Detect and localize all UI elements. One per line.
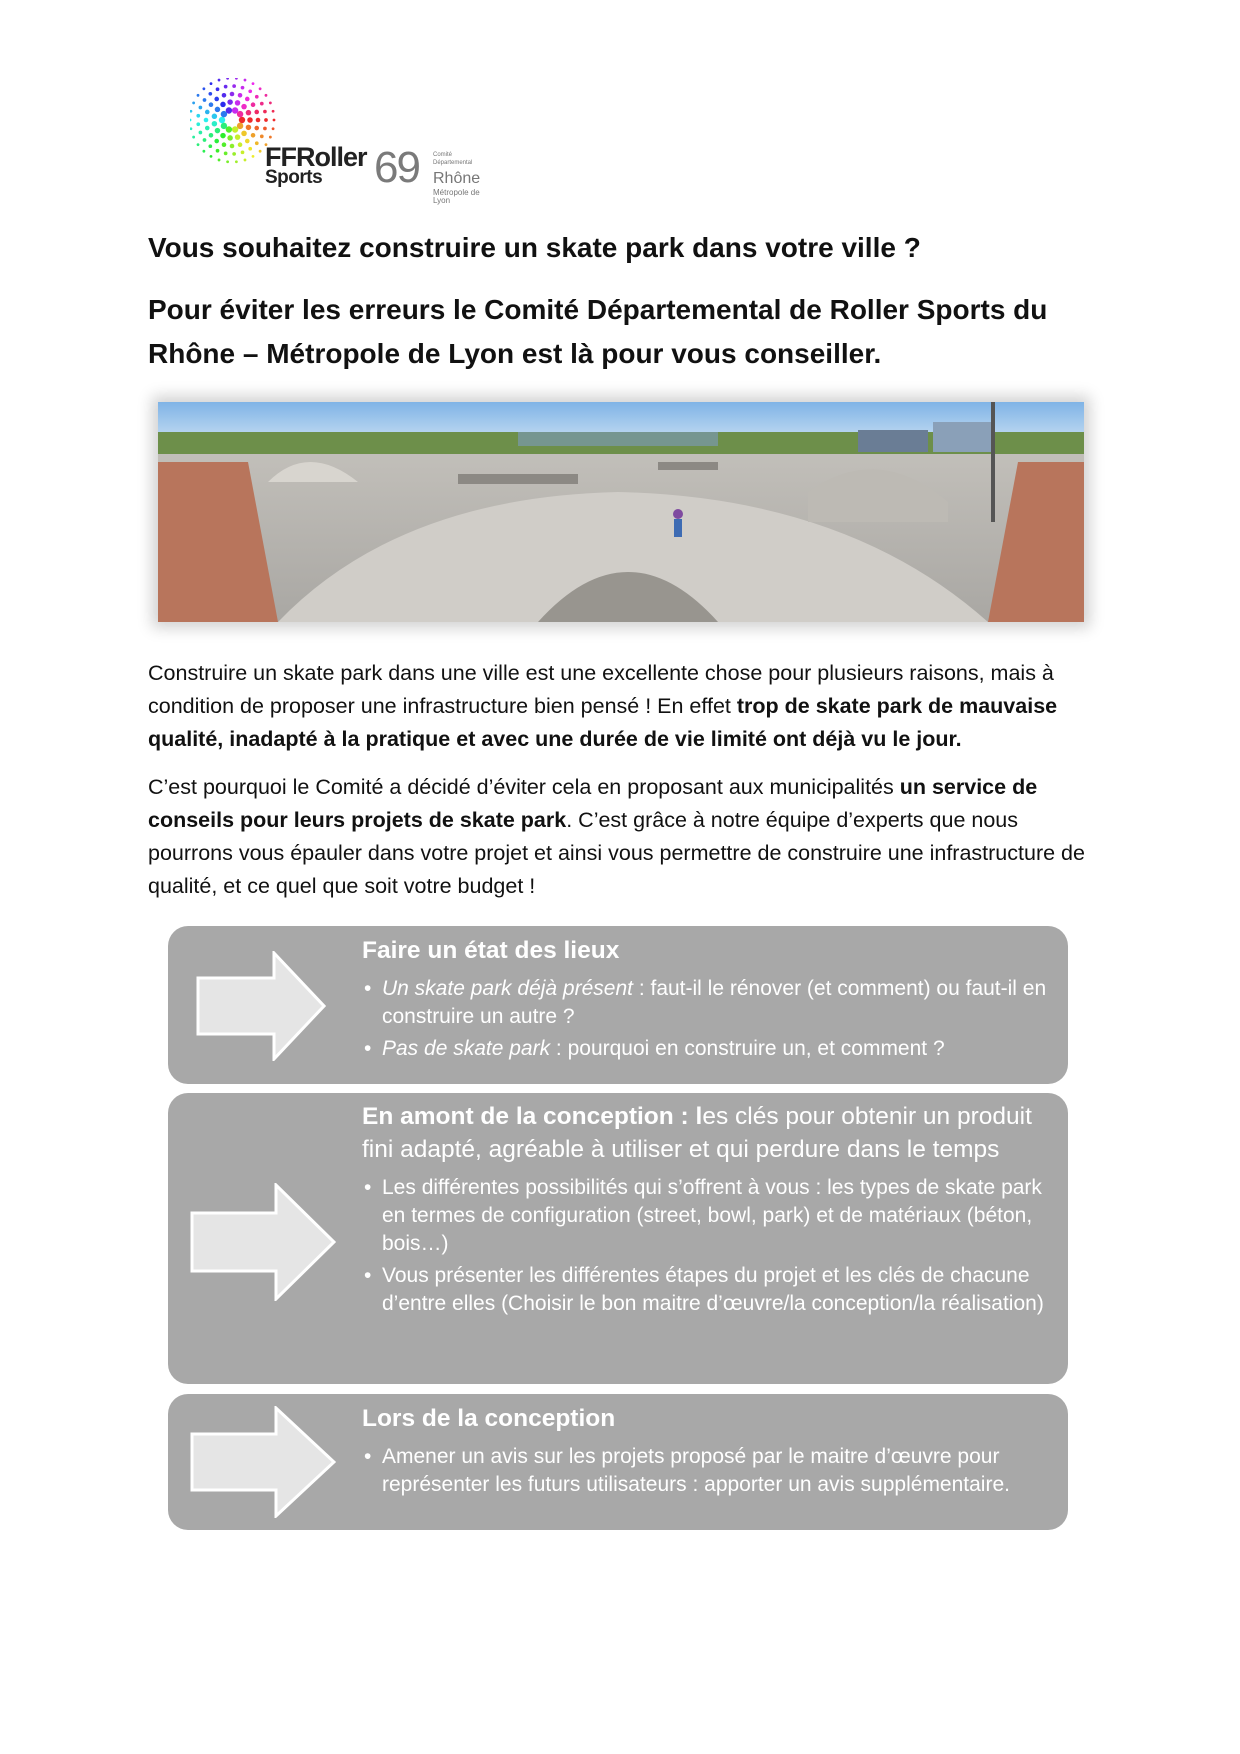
burst-dot	[192, 102, 195, 105]
burst-dot	[230, 92, 235, 97]
burst-dot	[215, 107, 221, 113]
burst-dot	[199, 106, 203, 110]
burst-dot	[232, 152, 236, 156]
burst-dot	[190, 127, 192, 130]
list-item: • Les différentes possibilités qui s’offrent à vous : les types de skate park en termes de configuration (street, bowl, park) et de matériaux (béton, bois…)	[362, 1174, 1058, 1258]
page-title: Vous souhaitez construire un skate park dans votre ville ?	[148, 232, 921, 263]
burst-dot	[202, 150, 205, 153]
burst-dot	[248, 89, 252, 93]
step-title: Lors de la conception	[362, 1405, 616, 1432]
burst-dot	[212, 121, 218, 127]
burst-dot	[205, 126, 210, 131]
burst-dot	[273, 119, 276, 122]
page-subtitle: Pour éviter les erreurs le Comité Départemental de Roller Sports du Rhône – Métropole de Lyon est là pour vous conseiller.	[148, 294, 1048, 369]
burst-dot	[222, 93, 227, 98]
step-box-etat-des-lieux	[168, 926, 1068, 1084]
burst-dot	[259, 150, 262, 153]
burst-dot	[238, 93, 243, 98]
service-paragraph	[148, 771, 1108, 903]
burst-dot	[241, 150, 245, 154]
burst-dot	[190, 110, 192, 113]
logo-number: 69	[374, 143, 419, 192]
burst-dot	[222, 142, 227, 147]
burst-dot	[205, 110, 210, 115]
burst-dot	[260, 102, 264, 106]
skatepark-photo	[158, 402, 1084, 622]
burst-dot	[256, 118, 261, 123]
burst-dot	[224, 152, 228, 156]
burst-dot	[208, 92, 212, 96]
list-item	[362, 1035, 1058, 1063]
intro-paragraph	[148, 657, 1108, 756]
burst-dot	[210, 82, 213, 85]
step-title-normal: es clés pour obtenir un produit fini adapté, agréable à utiliser et qui perdure dans le temps	[362, 1103, 1032, 1163]
step-bullet-list	[362, 1443, 1058, 1499]
burst-dot	[227, 135, 233, 141]
burst-dot	[247, 117, 253, 123]
burst-dot	[216, 87, 220, 91]
burst-dot	[196, 114, 200, 118]
burst-dot	[212, 114, 218, 120]
burst-dot	[218, 79, 221, 82]
burst-dot	[246, 110, 252, 116]
logo-metropole-text: Métropole de Lyon	[433, 188, 480, 205]
logo-ffroller-text: FFRoller	[265, 142, 367, 172]
burst-dot	[203, 98, 207, 102]
burst-dot	[248, 147, 252, 151]
burst-dot	[232, 84, 236, 88]
step-title	[362, 1100, 1058, 1166]
burst-dot	[272, 110, 275, 113]
right-arrow-icon	[190, 1183, 336, 1301]
service-text-end: . C’est grâce à notre équipe d’experts que nous pourrons vous épauler dans votre projet et ainsi vous permettre de construire une infrastructure de qualité, et ce quel que soit votre budget !	[148, 808, 1085, 898]
burst-dot	[220, 133, 226, 139]
burst-dot	[221, 123, 227, 129]
burst-dot	[245, 97, 250, 102]
burst-dot	[197, 143, 200, 146]
burst-dot	[224, 85, 228, 89]
list-item: • Vous présenter les différentes étapes du projet et les clés de chacune d’entre elles (Choisir le bon maitre d’œuvre/la conception/la réalisation)	[362, 1262, 1058, 1318]
intro-text: Construire un skate park dans une ville est une excellente chose pour plusieurs raisons, mais à condition de proposer une infrastructure bien pensé ! En effet	[148, 661, 1054, 718]
burst-dot	[263, 127, 267, 131]
logo-comite-text: Comité	[433, 152, 453, 158]
burst-dot	[232, 126, 238, 132]
burst-dot	[226, 160, 229, 163]
step-box-en-amont	[168, 1093, 1068, 1384]
burst-dot	[190, 119, 191, 122]
burst-dot	[235, 100, 241, 106]
burst-dot	[260, 135, 264, 139]
burst-dot	[209, 102, 214, 107]
bullet-text: : pourquoi en construire un, et comment ?	[550, 1037, 945, 1060]
ffroller-logo	[190, 78, 490, 203]
burst-dot	[255, 95, 259, 99]
burst-dot	[203, 138, 207, 142]
burst-dot	[252, 155, 255, 158]
logo-departemental-text: Départemental	[433, 160, 473, 166]
intro-emphasis: trop de skate park de mauvaise qualité, inadapté à la pratique et avec une durée de vie limité ont déjà vu le jour.	[148, 694, 1058, 751]
burst-dot	[263, 110, 267, 114]
step-title-bold: En amont de la conception : l	[362, 1103, 703, 1130]
burst-dot	[208, 144, 212, 148]
burst-dot	[241, 104, 247, 110]
burst-dot	[199, 131, 203, 135]
step-box-lors-conception	[168, 1394, 1068, 1530]
burst-dot	[254, 126, 259, 131]
step-bullet-list	[362, 1174, 1058, 1318]
burst-dot	[226, 107, 232, 113]
burst-dot	[210, 155, 213, 158]
burst-dot	[226, 78, 229, 80]
burst-dot	[218, 159, 221, 162]
burst-dot	[204, 118, 209, 123]
burst-dot	[216, 149, 220, 153]
step-bullet-list	[362, 975, 1058, 1063]
burst-dot	[192, 136, 195, 139]
burst-dot	[230, 144, 235, 149]
bullet-italic: Un skate park déjà présent	[382, 977, 633, 1000]
burst-dot	[244, 79, 247, 82]
burst-dot	[269, 136, 272, 139]
burst-dot	[272, 127, 275, 130]
burst-dot	[209, 133, 214, 138]
burst-dot	[215, 128, 221, 134]
skatepark-illustration	[158, 402, 1084, 622]
burst-dot	[246, 125, 252, 131]
burst-dot	[245, 139, 250, 144]
service-emphasis: un service de conseils pour leurs projets de skate park	[148, 775, 1038, 832]
burst-dot	[196, 122, 200, 126]
burst-dot	[238, 142, 243, 147]
burst-dot	[254, 110, 259, 115]
bullet-text: : faut-il le rénover (et comment) ou faut-il en construire un autre ?	[382, 977, 1047, 1028]
right-arrow-icon	[196, 951, 326, 1061]
burst-dot	[220, 102, 226, 108]
bullet-italic: Pas de skate park	[382, 1037, 551, 1060]
burst-dot	[235, 160, 238, 163]
burst-dot	[244, 159, 247, 162]
service-text-start: C’est pourquoi le Comité a décidé d’éviter cela en proposant aux municipalités	[148, 775, 900, 799]
burst-dot	[235, 134, 241, 140]
burst-dot	[227, 99, 233, 105]
logo-rhone-text: Rhône	[433, 170, 481, 187]
burst-dot	[239, 117, 245, 123]
burst-dot	[269, 102, 272, 105]
burst-dot	[237, 111, 243, 117]
right-arrow-icon	[190, 1406, 336, 1518]
burst-dot	[202, 87, 205, 90]
burst-dot	[251, 133, 256, 138]
burst-dot	[214, 139, 219, 144]
burst-dot	[252, 82, 255, 85]
list-item	[362, 975, 1058, 1031]
burst-dot	[235, 78, 238, 80]
burst-dot	[265, 94, 268, 97]
burst-dot	[255, 141, 259, 145]
burst-dot	[264, 118, 268, 122]
list-item: • Amener un avis sur les projets proposé par le maitre d’œuvre pour représenter les futurs utilisateurs : apporter un avis supplémentaire.	[362, 1443, 1058, 1499]
burst-dot	[197, 94, 200, 97]
step-title: Faire un état des lieux	[362, 937, 620, 964]
burst-dot	[259, 87, 262, 90]
burst-dot	[214, 97, 219, 102]
burst-dot	[241, 86, 245, 90]
logo-sports-text: Sports	[265, 167, 323, 188]
burst-dot	[241, 131, 247, 137]
burst-dot	[219, 117, 225, 123]
burst-dot	[251, 102, 256, 107]
